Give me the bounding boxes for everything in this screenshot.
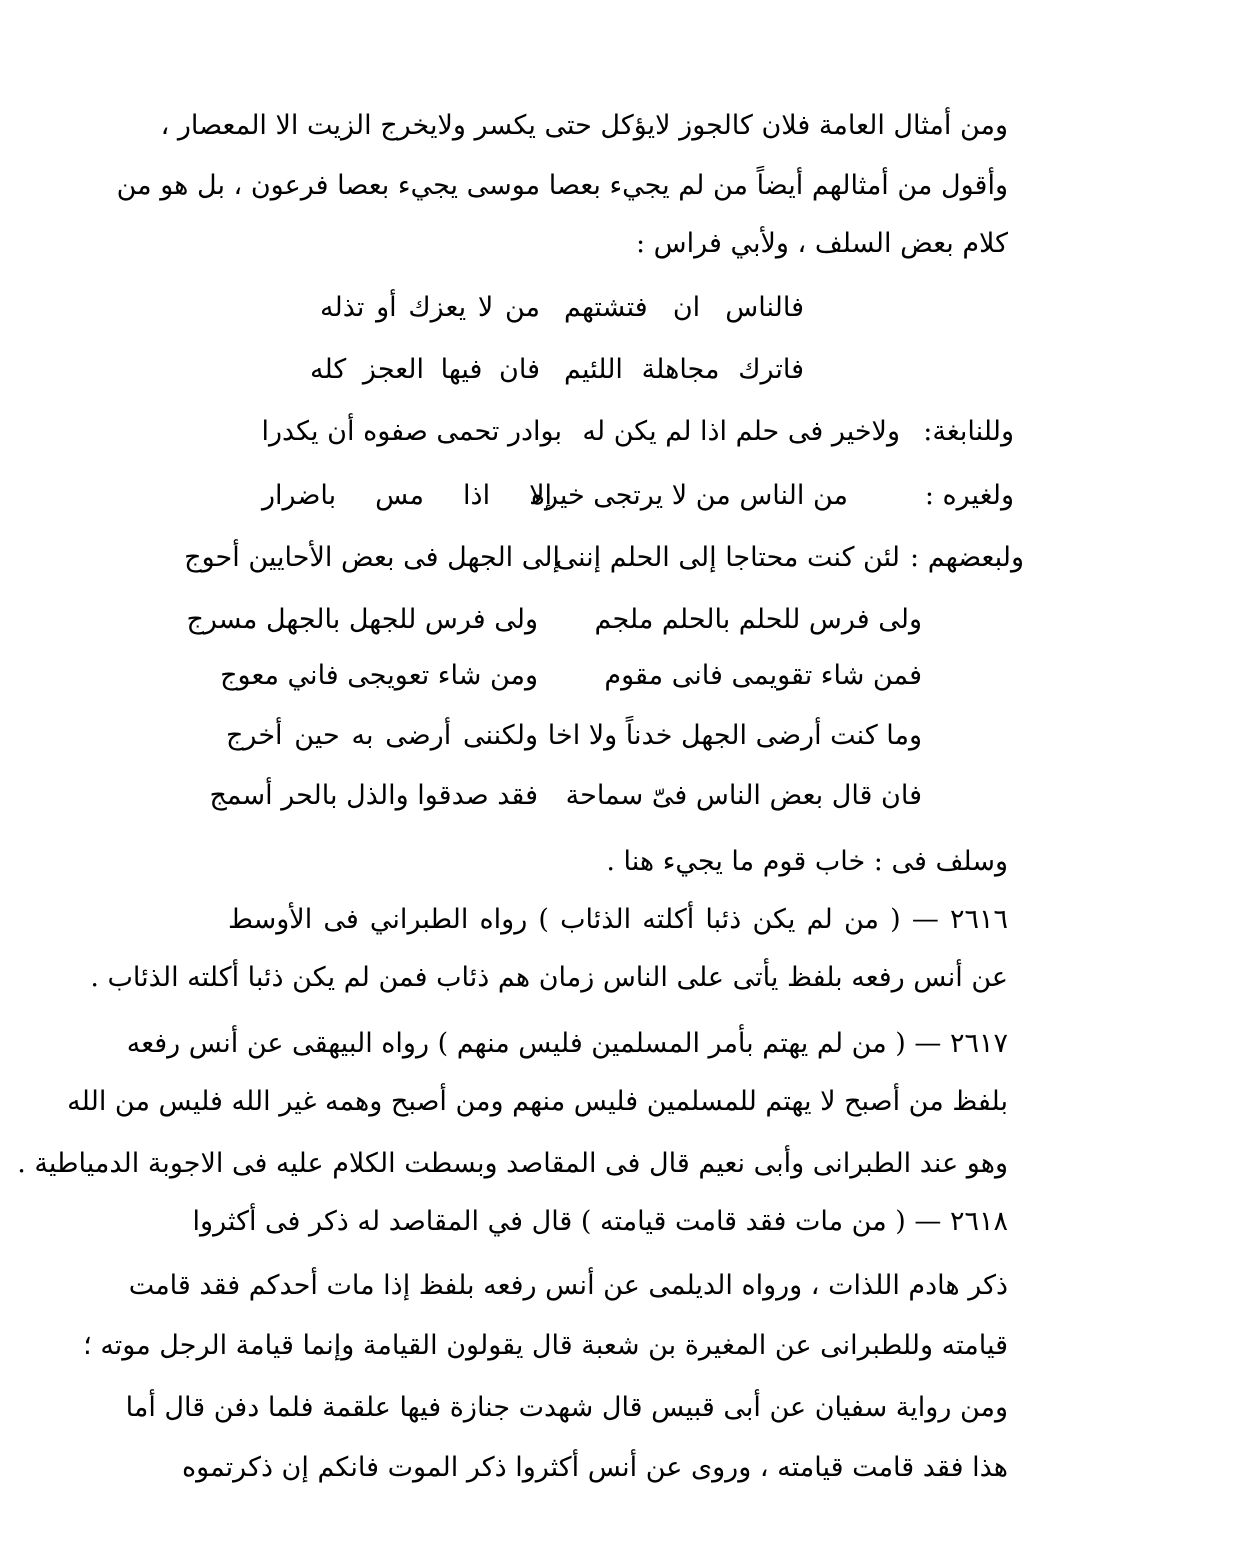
verse-3-label: وللنابغة: [923,416,1014,447]
entry-2616-line-1: ٢٦١٦ — ( من لم يكن ذئبا أكلته الذئاب ) رواه الطبراني فى الأوسط [228,904,1008,935]
verse-5-label: ولبعضهم : [910,542,1024,573]
verse-2-second-hemistich: فان فيها العجز كله [310,354,540,385]
verse-3-first-hemistich: ولاخير فى حلم اذا لم يكن له [582,416,900,447]
verse-7-first-hemistich: فمن شاء تقويمى فانى مقوم [604,660,922,691]
verse-8-first-hemistich: وما كنت أرضى الجهل خدناً ولا اخا [547,720,922,751]
verse-3-second-hemistich: بوادر تحمى صفوه أن يكدرا [261,416,562,447]
verse-9-first-hemistich: فان قال بعض الناس فىّ سماحة [565,780,922,811]
verse-9-second-hemistich: فقد صدقوا والذل بالحر أسمج [209,780,538,811]
prose-cross-reference: وسلف فى : خاب قوم ما يجيء هنا . [606,846,1008,877]
verse-4-second-hemistich: إلا اذا مس باضرار [262,480,552,511]
entry-2618-line-5: هذا فقد قامت قيامته ، وروى عن أنس أكثروا ذكر الموت فانكم إن ذكرتموه [181,1452,1008,1483]
verse-4-label: ولغيره : [924,480,1014,511]
verse-6-first-hemistich: ولى فرس للحلم بالحلم ملجم [594,604,922,635]
entry-2618-line-2: ذكر هادم اللذات ، ورواه الديلمى عن أنس رفعه بلفظ إذا مات أحدكم فقد قامت [128,1270,1008,1301]
prose-line-1: ومن أمثال العامة فلان كالجوز لايؤكل حتى يكسر ولايخرج الزيت الا المعصار ، [160,110,1008,141]
entry-2618-line-3: قيامته وللطبرانى عن المغيرة بن شعبة قال يقولون القيامة وإنما قيامة الرجل موته ؛ [83,1330,1008,1361]
entry-2618-line-4: ومن رواية سفيان عن أبى قبيس قال شهدت جنازة فيها علقمة فلما دفن قال أما [125,1392,1008,1423]
verse-5-first-hemistich: لئن كنت محتاجا إلى الحلم إننى [555,542,900,573]
entry-2617-line-3: وهو عند الطبرانى وأبى نعيم قال فى المقاصد وبسطت الكلام عليه فى الاجوبة الدمياطية . [17,1148,1008,1179]
verse-4-first-hemistich: من الناس من لا يرتجى خيره [530,480,848,511]
verse-7-second-hemistich: ومن شاء تعويجى فاني معوج [220,660,538,691]
entry-2618-line-1: ٢٦١٨ — ( من مات فقد قامت قيامته ) قال في المقاصد له ذكر فى أكثروا [192,1206,1008,1237]
verse-1-first-hemistich: فالناس ان فتشتهم [564,292,804,323]
entry-2616-line-2: عن أنس رفعه بلفظ يأتى على الناس زمان هم ذئاب فمن لم يكن ذئبا أكلته الذئاب . [90,962,1008,993]
verse-1-second-hemistich: من لا يعزك أو تذله [320,292,540,323]
prose-line-3: كلام بعض السلف ، ولأبي فراس : [635,228,1008,259]
verse-8-second-hemistich: ولكننى أرضى به حين أخرج [226,720,538,751]
prose-line-2: وأقول من أمثالهم أيضاً من لم يجيء بعصا موسى يجيء بعصا فرعون ، بل هو من [116,170,1008,201]
verse-6-second-hemistich: ولى فرس للجهل بالجهل مسرج [186,604,538,635]
verse-5-second-hemistich: إلى الجهل فى بعض الأحايين أحوج [184,542,560,573]
verse-2-first-hemistich: فاترك مجاهلة اللئيم [564,354,804,385]
entry-2617-line-2: بلفظ من أصبح لا يهتم للمسلمين فليس منهم ومن أصبح وهمه غير الله فليس من الله [67,1086,1008,1117]
entry-2617-line-1: ٢٦١٧ — ( من لم يهتم بأمر المسلمين فليس منهم ) رواه البيهقى عن أنس رفعه [126,1028,1008,1059]
